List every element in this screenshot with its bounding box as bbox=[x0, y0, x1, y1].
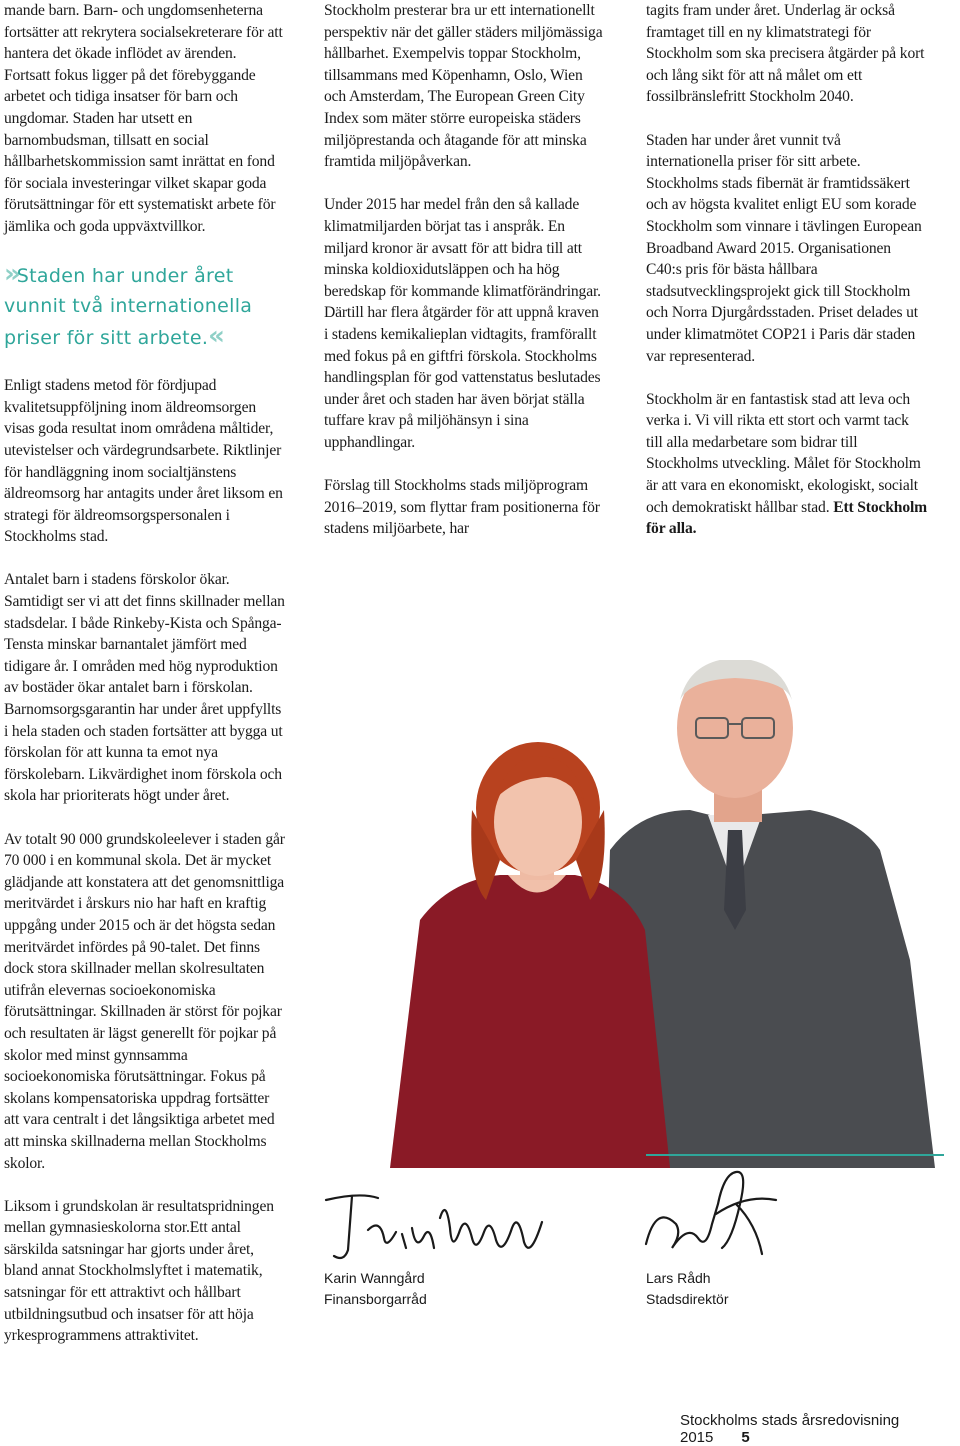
pull-quote bbox=[4, 259, 286, 353]
paragraph-text: Stockholm är en fantastisk stad att leva och verka i. Vi vill rikta ett stort och varmt tack till alla medarbetare som bidrar till Stockholms utveckling. Målet för Stockholm är att vara en ekonomiskt, ekologiskt, socialt och demokratiskt hållbar stad. bbox=[646, 390, 921, 516]
paragraph bbox=[646, 389, 928, 540]
signature-lars-radh bbox=[636, 1164, 786, 1264]
signatory-karin bbox=[324, 1268, 427, 1310]
text-column-right bbox=[646, 0, 928, 561]
paragraph: Under 2015 har medel från den så kallade klimatmiljarden börjat tas i anspråk. En miljard kronor är avsatt för att bidra till att minska koldioxidutsläppen och ha hög beredskap för kommande klimatförändringar. Därtill har flera åtgärder för att uppnå kraven i stadens kemikalieplan vidtagits, framförallt med fokus på en giftfri förskola. Stockholms handlingsplan för god vattenstatus beslutades under året och staden har även börjat ställa tuffare krav på miljöhänsyn i sina upphandlingar. bbox=[324, 196, 601, 451]
signature-karin-wanngard bbox=[320, 1178, 560, 1268]
paragraph: Stockholm presterar bra ur ett internationellt perspektiv när det gäller städers miljömässiga hållbarhet. Exempelvis toppar Stockholm, tillsammans med Köpenhamn, Oslo, Wien och Amsterdam, The European Green City Index som mäter större europeiska städers miljöprestanda och åtagande för att minska framtida miljöpåverkan. bbox=[324, 2, 603, 171]
paragraph: Liksom i grundskolan är resultatspridningen mellan gymnasieskolorna stor.Ett antal särskilda satsningar har gjorts under året, bland annat Stockholmslyftet i matematik, satsningar för ett attraktivt och hållbart utbildningsutbud och insatser för att höja yrkesprogrammens attraktivitet. bbox=[4, 1197, 274, 1345]
portrait-photo bbox=[390, 660, 946, 1168]
paragraph: Antalet barn i stadens förskolor ökar. Samtidigt ser vi att det finns skillnader mellan stadsdelar. I både Rinkeby-Kista och Spånga-Tensta minskar barnantalet jämfört med tidigare år. I områden med hög nyproduktion av bostäder ökar antalet barn i förskolan. Barnomsorgsgarantin har under året uppfyllts i hela staden och staden fortsätter att bygga ut förskolan för att kunna ta emot nya förskolebarn. Likvärdighet inom förskola och skola har prioriterats högt under året. bbox=[4, 571, 285, 805]
signatory-lars bbox=[646, 1268, 728, 1310]
woman-figure bbox=[390, 742, 670, 1168]
paragraph: mande barn. Barn- och ungdomsenheterna fortsätter att rekrytera socialsekreterare för att hantera det ökade inflödet av ärenden. Fortsatt fokus ligger på det förebyggande arbetet och tidiga insatser för barn och ungdomar. Staden har utsett en barnombudsman, tillsatt en social hållbarhetskommission samt inrättat en fond för sociala investeringar vilket skapar goda förutsättningar för ett systematiskt arbete för jämlika och goda uppväxtvillkor. bbox=[4, 2, 283, 235]
signatory-name: Karin Wanngård bbox=[324, 1270, 425, 1286]
divider-line bbox=[646, 1154, 944, 1156]
paragraph: Förslag till Stockholms stads miljöprogram 2016–2019, som flyttar fram positionerna för stadens miljöarbete, har bbox=[324, 477, 600, 538]
text-column-left bbox=[4, 0, 286, 1368]
closing-slogan: Ett Stockholm för alla. bbox=[646, 498, 927, 538]
text-column-middle bbox=[324, 0, 606, 561]
publication-title: Stockholms stads årsredovisning 2015 bbox=[680, 1412, 900, 1446]
signatory-title: Stadsdirektör bbox=[646, 1291, 729, 1307]
paragraph: Enligt stadens metod för fördjupad kvalitetsuppföljning inom äldreomsorgen visas goda resultat inom områdena måltider, utevistelser och värdegrundsarbete. Riktlinjer för handläggning inom socialtjänstens äldreomsorg har antagits under året liksom en strategi för äldreomsorgspersonalen i Stockholms stad. bbox=[4, 377, 283, 546]
signatory-title: Finansborgarråd bbox=[324, 1291, 427, 1307]
page-number: 5 bbox=[741, 1429, 750, 1446]
paragraph: Staden har under året vunnit två internationella priser för sitt arbete. Stockholms stads fibernät är framtidssäkert och av högsta kvalitet enligt EU som korade Stockholm som vinnare i tävlingen European Broadband Award 2015. Organisationen C40:s pris för bästa hållbara stadsutvecklingsprojekt gick till Stockholm och Norra Djurgårdsstaden. Priset delades ut under klimatmötet COP21 i Paris där staden var representerad. bbox=[646, 131, 922, 365]
quote-close-mark: « bbox=[208, 321, 221, 352]
paragraph: tagits fram under året. Underlag är också framtaget till en ny klimatstrategi för Stockholm som ska precisera åtgärder på kort och lång sikt för att nå målet om ett fossilbränslefritt Stockholm 2040. bbox=[646, 2, 925, 106]
paragraph: Av totalt 90 000 grundskoleelever i staden går 70 000 i en kommunal skola. Det är mycket glädjande att konstatera att det genomsnittliga meritvärdet i årskurs nio har haft en kraftig uppgång under 2015 och är det högsta sedan meritvärdet infördes på 90-talet. Det finns dock stora skillnader mellan skolresultaten utifrån elevernas socioekonomiska förutsättningar. Skillnaden är störst för pojkar och resultaten är lägst generellt för pojkar på skolor med minst gynnsamma socioekonomiska förutsättningar. Fokus på skolans kompensatoriska uppdrag fortsätter att vara centralt i det långsiktiga arbetet med att minska skillnaderna mellan Stockholms skolor. bbox=[4, 830, 285, 1172]
quote-open-mark: » bbox=[4, 259, 17, 290]
signatory-name: Lars Rådh bbox=[646, 1270, 711, 1286]
page-footer bbox=[680, 1412, 960, 1446]
pull-quote-text: Staden har under året vunnit två internationella priser för sitt arbete. bbox=[4, 265, 253, 350]
